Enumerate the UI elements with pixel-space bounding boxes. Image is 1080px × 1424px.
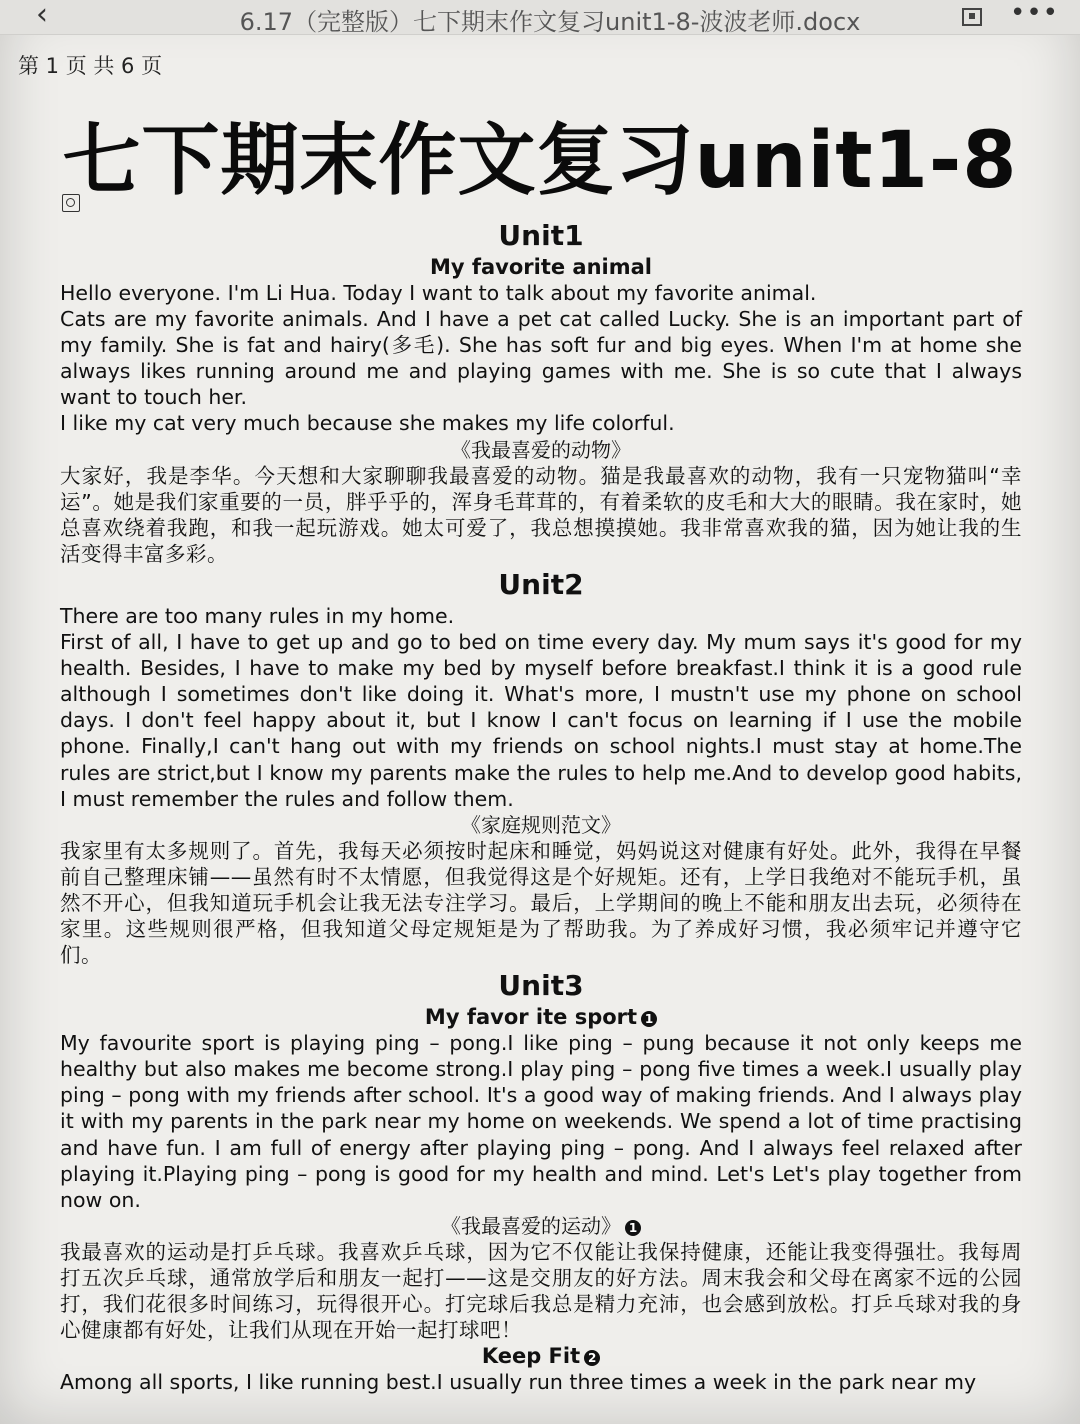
unit1-cn-paragraph: 大家好，我是李华。今天想和大家聊聊我最喜爱的动物。猫是我最喜欢的动物，我有一只宠物猫叫“幸运”。她是我们家重要的一员，胖乎乎的，浑身毛茸茸的，有着柔软的皮毛和大大的眼睛。我在家时，她总喜欢绕着我跑，和我一起玩游戏。她太可爱了，我总想摸摸她。我非常喜欢我的猫，因为她让我的生活变得丰富多彩。 <box>60 463 1022 566</box>
footnote-marker-icon[interactable]: 1 <box>625 1220 641 1236</box>
footnote-marker-icon[interactable]: 1 <box>641 1011 657 1027</box>
unit1-cn-title: 《我最喜爱的动物》 <box>451 437 631 462</box>
unit1-paragraph: Cats are my favorite animals. And I have a pet cat called Lucky. She is an important part of my family. She is fat and hairy(多毛). She has soft fur and big eyes. When I'm at home she always likes running around me and playing games with me. She is so cute that I always want to touch her. <box>60 307 1022 410</box>
more-dots-icon[interactable]: ••• <box>1010 0 1060 28</box>
unit3-subheading-2-text: Keep Fit <box>481 1344 581 1369</box>
top-toolbar <box>0 0 1080 35</box>
image-placeholder-icon <box>62 194 80 212</box>
unit1-subheading: My favorite animal <box>429 255 653 279</box>
unit3-subheading-2 <box>60 1343 1022 1369</box>
unit3-subheading-text: My favor ite sport <box>424 1005 638 1030</box>
unit3-subheading <box>60 1004 1022 1030</box>
unit3-paragraph-2: Among all sports, I like running best.I usually run three times a week in the park near my <box>60 1370 977 1395</box>
document-filename: 6.17（完整版）七下期末作文复习unit1-8-波波老师.docx <box>239 8 861 36</box>
unit2-paragraph: First of all, I have to get up and go to bed on time every day. My mum says it's good for my health. Besides, I have to make my bed by myself before breakfast.I think it is a good rule although I sometimes don't like doing it. What's more, I mustn't use my phone on school days. I don't feel happy about it, but I know I can't focus on learning if I use the mobile phone. Finally,I can't hang out with my friends on school nights.I must stay at home.The rules are strict,but I know my parents make the rules to help me.And to develop good habits, I must remember the rules and follow them. <box>60 630 1022 811</box>
unit3-heading: Unit3 <box>498 969 584 1003</box>
unit3-cn-paragraph: 我最喜欢的运动是打乒乓球。我喜欢乒乓球，因为它不仅能让我保持健康，还能让我变得强壮。我每周打五次乒乓球，通常放学后和朋友一起打——这是交朋友的好方法。周末我会和父母在离家不远的公园打，我们花很多时间练习，玩得很开心。打完球后我总是精力充沛，也会感到放松。打乒乓球对我的身心健康都有好处，让我们从现在开始一起打球吧！ <box>60 1239 1022 1343</box>
footnote-marker-icon[interactable]: 2 <box>584 1350 600 1366</box>
document-title: 七下期末作文复习unit1-8 <box>62 116 1018 206</box>
document-body <box>60 218 1022 1395</box>
back-arrow-icon[interactable]: ‹ <box>36 0 48 32</box>
unit1-paragraph: I like my cat very much because she makes my life colorful. <box>60 411 675 436</box>
unit1-paragraph: Hello everyone. I'm Li Hua. Today I want to talk about my favorite animal. <box>60 281 817 305</box>
screen-icon[interactable] <box>962 8 982 26</box>
unit3-cn-title-text: 《我最喜爱的运动》 <box>441 1213 621 1238</box>
unit2-cn-title: 《家庭规则范文》 <box>461 812 621 837</box>
unit2-paragraph: There are too many rules in my home. <box>60 603 455 628</box>
unit2-heading: Unit2 <box>498 567 584 601</box>
unit3-cn-title <box>60 1213 1022 1239</box>
unit3-paragraph: My favourite sport is playing ping – pong.I like ping – pung because it not only keeps me healthy but also makes me become strong.I play ping – pong five times a week.I usually play ping – pong with my friends after school. It's a good way of making friends. And I always play it with my parents in the park near my home on weekends. We spend a lot of time practising and have fun. I am full of energy after playing ping – pong. And I always feel relaxed after playing it.Playing ping – pong is good for my health and mind. Let's Let's play together from now on. <box>60 1031 1022 1212</box>
page-indicator: 第 1 页 共 6 页 <box>18 54 163 78</box>
unit2-cn-paragraph: 我家里有太多规则了。首先，我每天必须按时起床和睡觉，妈妈说这对健康有好处。此外，我得在早餐前自己整理床铺——虽然有时不太情愿，但我觉得这是个好规矩。还有，上学日我绝对不能玩手机，虽然不开心，但我知道玩手机会让我无法专注学习。最后，上学期间的晚上不能和朋友出去玩，必须待在家里。这些规则很严格，但我知道父母定规矩是为了帮助我。为了养成好习惯，我必须牢记并遵守它们。 <box>60 838 1022 968</box>
unit1-heading: Unit1 <box>498 219 584 252</box>
